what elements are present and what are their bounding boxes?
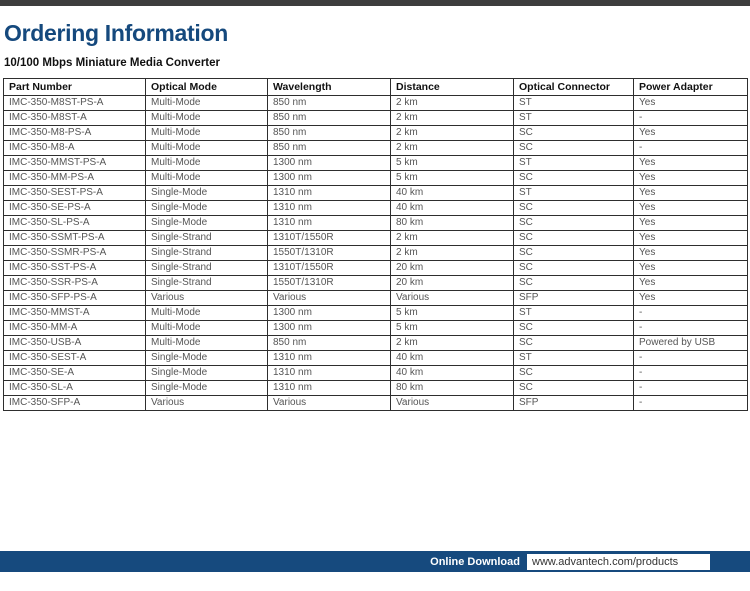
table-cell: SC xyxy=(514,231,634,246)
table-cell: IMC-350-SFP-PS-A xyxy=(4,291,146,306)
table-cell: SC xyxy=(514,381,634,396)
table-cell: Yes xyxy=(634,291,748,306)
table-cell: IMC-350-SE-A xyxy=(4,366,146,381)
table-cell: Yes xyxy=(634,276,748,291)
table-cell: Single-Mode xyxy=(146,201,268,216)
table-cell: IMC-350-SE-PS-A xyxy=(4,201,146,216)
table-cell: 40 km xyxy=(391,366,514,381)
table-cell: 1550T/1310R xyxy=(268,276,391,291)
table-cell: 1310T/1550R xyxy=(268,261,391,276)
table-row xyxy=(4,366,748,381)
table-cell: IMC-350-USB-A xyxy=(4,336,146,351)
table-cell: Yes xyxy=(634,216,748,231)
table-cell: IMC-350-MMST-PS-A xyxy=(4,156,146,171)
table-cell: IMC-350-M8-PS-A xyxy=(4,126,146,141)
table-cell: 5 km xyxy=(391,171,514,186)
table-cell: Single-Strand xyxy=(146,276,268,291)
table-cell: - xyxy=(634,141,748,156)
table-row xyxy=(4,321,748,336)
table-cell: 5 km xyxy=(391,156,514,171)
table-cell: 1300 nm xyxy=(268,306,391,321)
footer-url-link[interactable]: www.advantech.com/products xyxy=(532,555,679,568)
table-cell: Single-Strand xyxy=(146,261,268,276)
table-cell: 1310 nm xyxy=(268,381,391,396)
table-cell: 1310 nm xyxy=(268,201,391,216)
table-cell: IMC-350-SSR-PS-A xyxy=(4,276,146,291)
table-cell: 2 km xyxy=(391,141,514,156)
table-cell: Yes xyxy=(634,186,748,201)
table-row xyxy=(4,111,748,126)
table-cell: Multi-Mode xyxy=(146,141,268,156)
column-header: Optical Mode xyxy=(146,79,268,96)
table-cell: 2 km xyxy=(391,336,514,351)
table-cell: Yes xyxy=(634,231,748,246)
table-row xyxy=(4,216,748,231)
table-body xyxy=(4,96,748,411)
table-cell: SC xyxy=(514,126,634,141)
column-header: Distance xyxy=(391,79,514,96)
table-cell: Various xyxy=(391,291,514,306)
table-cell: 850 nm xyxy=(268,111,391,126)
section-subtitle: 10/100 Mbps Miniature Media Converter xyxy=(4,57,221,69)
table-cell: - xyxy=(634,396,748,411)
table-cell: IMC-350-MM-PS-A xyxy=(4,171,146,186)
table-cell: ST xyxy=(514,111,634,126)
table-cell: Single-Mode xyxy=(146,381,268,396)
table-cell: 40 km xyxy=(391,201,514,216)
table-cell: - xyxy=(634,321,748,336)
table-cell: Yes xyxy=(634,156,748,171)
table-cell: - xyxy=(634,111,748,126)
table-cell: Multi-Mode xyxy=(146,111,268,126)
table-cell: Yes xyxy=(634,171,748,186)
table-cell: Single-Mode xyxy=(146,351,268,366)
table-row xyxy=(4,381,748,396)
table-cell: 1300 nm xyxy=(268,321,391,336)
table-cell: IMC-350-SEST-A xyxy=(4,351,146,366)
table-cell: Yes xyxy=(634,246,748,261)
column-header: Optical Connector xyxy=(514,79,634,96)
table-cell: SC xyxy=(514,216,634,231)
table-cell: IMC-350-M8ST-PS-A xyxy=(4,96,146,111)
table-row xyxy=(4,351,748,366)
column-header: Power Adapter xyxy=(634,79,748,96)
table-cell: Yes xyxy=(634,201,748,216)
column-header: Part Number xyxy=(4,79,146,96)
table-cell: Various xyxy=(391,396,514,411)
table-cell: - xyxy=(634,366,748,381)
table-row xyxy=(4,126,748,141)
table-cell: Various xyxy=(268,291,391,306)
table-cell: SC xyxy=(514,366,634,381)
table-cell: SC xyxy=(514,171,634,186)
table-cell: 1310T/1550R xyxy=(268,231,391,246)
table-cell: SC xyxy=(514,261,634,276)
table-cell: Single-Mode xyxy=(146,186,268,201)
table-cell: Multi-Mode xyxy=(146,156,268,171)
table-cell: IMC-350-M8-A xyxy=(4,141,146,156)
table-cell: Yes xyxy=(634,126,748,141)
table-cell: 20 km xyxy=(391,276,514,291)
table-cell: 850 nm xyxy=(268,126,391,141)
table-cell: IMC-350-SFP-A xyxy=(4,396,146,411)
table-cell: Various xyxy=(268,396,391,411)
footer-url-box xyxy=(527,554,710,570)
table-cell: 2 km xyxy=(391,126,514,141)
table-cell: 1300 nm xyxy=(268,156,391,171)
table-cell: 2 km xyxy=(391,231,514,246)
table-cell: Single-Strand xyxy=(146,231,268,246)
table-cell: ST xyxy=(514,156,634,171)
table-cell: Multi-Mode xyxy=(146,306,268,321)
table-cell: IMC-350-MM-A xyxy=(4,321,146,336)
table-cell: 2 km xyxy=(391,111,514,126)
table-row xyxy=(4,171,748,186)
table-cell: Multi-Mode xyxy=(146,126,268,141)
table-cell: IMC-350-SSMT-PS-A xyxy=(4,231,146,246)
table-cell: SFP xyxy=(514,396,634,411)
table-cell: - xyxy=(634,381,748,396)
table-cell: IMC-350-SL-A xyxy=(4,381,146,396)
table-row xyxy=(4,336,748,351)
table-cell: Multi-Mode xyxy=(146,171,268,186)
table-cell: SC xyxy=(514,336,634,351)
table-row xyxy=(4,276,748,291)
table-cell: 1300 nm xyxy=(268,171,391,186)
table-cell: 5 km xyxy=(391,306,514,321)
table-cell: 40 km xyxy=(391,186,514,201)
table-cell: 5 km xyxy=(391,321,514,336)
table-cell: IMC-350-M8ST-A xyxy=(4,111,146,126)
table-row xyxy=(4,246,748,261)
table-cell: 850 nm xyxy=(268,141,391,156)
table-row xyxy=(4,201,748,216)
table-header-row xyxy=(4,79,748,96)
table-row xyxy=(4,186,748,201)
table-cell: 1310 nm xyxy=(268,216,391,231)
table-row xyxy=(4,396,748,411)
table-cell: 80 km xyxy=(391,381,514,396)
table-cell: 20 km xyxy=(391,261,514,276)
table-cell: 1310 nm xyxy=(268,366,391,381)
table-row xyxy=(4,261,748,276)
table-cell: ST xyxy=(514,186,634,201)
table-cell: Various xyxy=(146,291,268,306)
table-cell: IMC-350-SST-PS-A xyxy=(4,261,146,276)
table-cell: - xyxy=(634,306,748,321)
table-cell: 1310 nm xyxy=(268,186,391,201)
table-cell: Various xyxy=(146,396,268,411)
table-cell: SC xyxy=(514,276,634,291)
table-cell: ST xyxy=(514,306,634,321)
table-row xyxy=(4,291,748,306)
table-row xyxy=(4,156,748,171)
table-cell: IMC-350-SL-PS-A xyxy=(4,216,146,231)
ordering-information-table xyxy=(3,78,748,411)
table-cell: 80 km xyxy=(391,216,514,231)
table-cell: SFP xyxy=(514,291,634,306)
table-cell: 2 km xyxy=(391,96,514,111)
table-cell: IMC-350-SSMR-PS-A xyxy=(4,246,146,261)
table-cell: Multi-Mode xyxy=(146,336,268,351)
table-cell: Single-Strand xyxy=(146,246,268,261)
table-cell: 2 km xyxy=(391,246,514,261)
table-cell: IMC-350-SEST-PS-A xyxy=(4,186,146,201)
footer-online-download-label: Online Download xyxy=(430,555,520,568)
table-cell: Yes xyxy=(634,261,748,276)
table-cell: 850 nm xyxy=(268,336,391,351)
table-cell: SC xyxy=(514,321,634,336)
table-cell: Yes xyxy=(634,96,748,111)
column-header: Wavelength xyxy=(268,79,391,96)
table-cell: - xyxy=(634,351,748,366)
table-cell: 40 km xyxy=(391,351,514,366)
table-row xyxy=(4,306,748,321)
table-cell: SC xyxy=(514,246,634,261)
top-divider-bar xyxy=(0,0,750,6)
table-row xyxy=(4,96,748,111)
table-cell: ST xyxy=(514,96,634,111)
table-row xyxy=(4,141,748,156)
table-cell: Multi-Mode xyxy=(146,321,268,336)
table-cell: Single-Mode xyxy=(146,216,268,231)
table-cell: 1550T/1310R xyxy=(268,246,391,261)
table-cell: 1310 nm xyxy=(268,351,391,366)
table-cell: Single-Mode xyxy=(146,366,268,381)
footer-bar xyxy=(0,551,750,572)
table-cell: SC xyxy=(514,201,634,216)
table-row xyxy=(4,231,748,246)
page-title: Ordering Information xyxy=(4,20,229,46)
table-cell: 850 nm xyxy=(268,96,391,111)
table-cell: SC xyxy=(514,141,634,156)
table-cell: IMC-350-MMST-A xyxy=(4,306,146,321)
table-cell: Powered by USB xyxy=(634,336,748,351)
table-cell: ST xyxy=(514,351,634,366)
table-cell: Multi-Mode xyxy=(146,96,268,111)
